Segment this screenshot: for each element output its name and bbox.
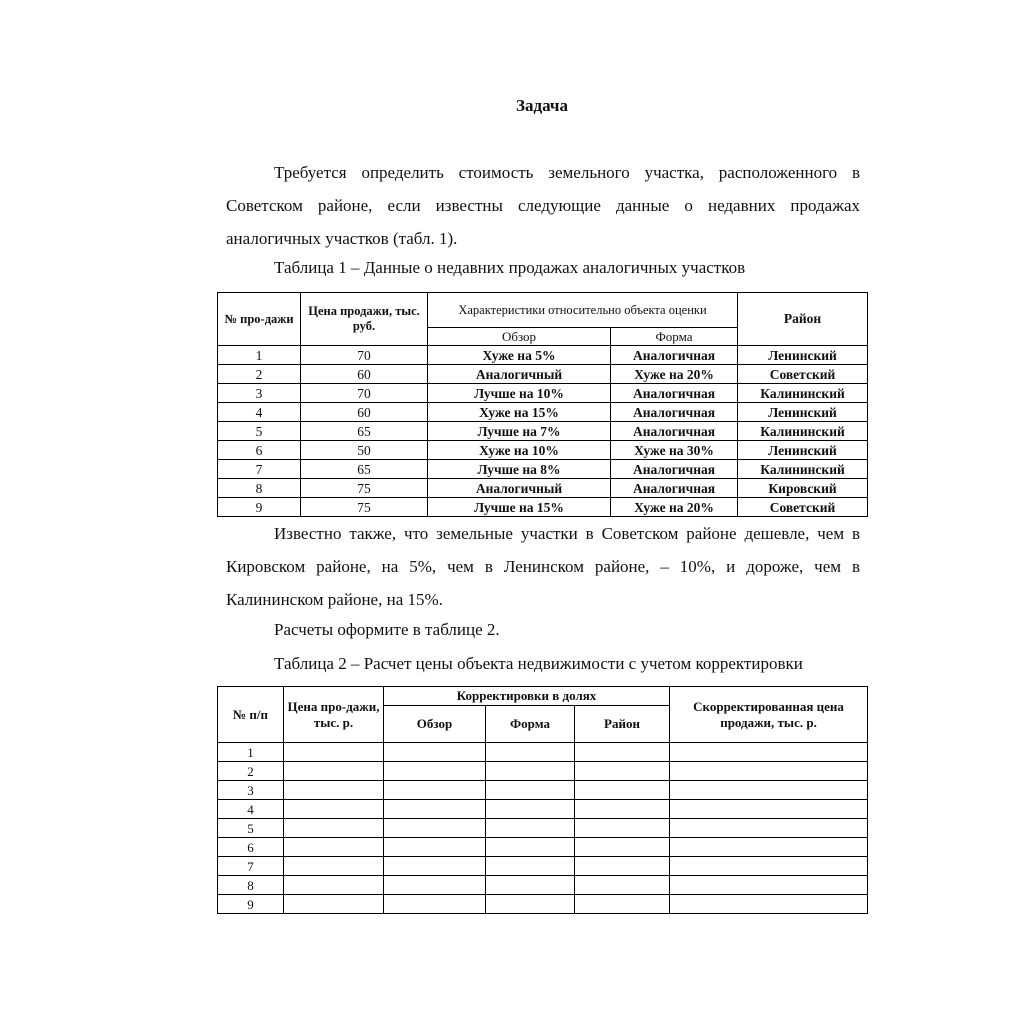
cell-empty (486, 781, 575, 800)
table-row (218, 422, 868, 441)
cell-price: 65 (301, 460, 428, 479)
cell-district: Ленинский (738, 346, 868, 365)
cell-view: Лучше на 10% (428, 384, 611, 403)
cell-empty (284, 876, 384, 895)
cell-empty (575, 800, 670, 819)
cell-empty (384, 743, 486, 762)
cell-empty (284, 838, 384, 857)
cell-empty (670, 895, 868, 914)
cell-num: 9 (218, 498, 301, 517)
cell-view: Лучше на 8% (428, 460, 611, 479)
cell-empty (384, 895, 486, 914)
cell-num: 8 (218, 876, 284, 895)
cell-form: Хуже на 20% (611, 498, 738, 517)
cell-num: 8 (218, 479, 301, 498)
cell-empty (575, 876, 670, 895)
table1-header-form: Форма (611, 328, 738, 346)
cell-empty (486, 838, 575, 857)
cell-empty (384, 800, 486, 819)
cell-price: 60 (301, 365, 428, 384)
table2-header-corrections: Корректировки в долях (384, 687, 670, 706)
table2-header-district: Район (575, 706, 670, 743)
table2-header-num: № п/п (218, 687, 284, 743)
cell-empty (486, 876, 575, 895)
cell-num: 6 (218, 838, 284, 857)
info-paragraph: Известно также, что земельные участки в Советском районе дешевле, чем в Кировском районе, на 5%, чем в Ленинском районе, – 10%, и дороже, чем в Калининском районе, на 15%. (226, 524, 860, 609)
table-row (218, 384, 868, 403)
cell-empty (670, 857, 868, 876)
cell-num: 3 (218, 384, 301, 403)
table1-header-price: Цена продажи, тыс. руб. (301, 293, 428, 346)
cell-num: 1 (218, 743, 284, 762)
cell-empty (384, 876, 486, 895)
cell-district: Ленинский (738, 403, 868, 422)
cell-empty (486, 762, 575, 781)
cell-price: 75 (301, 479, 428, 498)
table1-header-district: Район (738, 293, 868, 346)
table2-header-adjusted: Скорректированная цена продажи, тыс. р. (670, 687, 868, 743)
cell-empty (384, 857, 486, 876)
cell-price: 65 (301, 422, 428, 441)
cell-empty (384, 819, 486, 838)
cell-empty (486, 819, 575, 838)
cell-district: Ленинский (738, 441, 868, 460)
cell-price: 60 (301, 403, 428, 422)
cell-empty (575, 838, 670, 857)
table-row (218, 819, 868, 838)
cell-empty (670, 876, 868, 895)
table-row (218, 479, 868, 498)
table1-header-view: Обзор (428, 328, 611, 346)
cell-num: 6 (218, 441, 301, 460)
cell-price: 70 (301, 346, 428, 365)
cell-empty (486, 800, 575, 819)
table2-header-view: Обзор (384, 706, 486, 743)
task-paragraph: Требуется определить стоимость земельного участка, расположенного в Советском районе, если известны следующие данные о недавних продажах аналогичных участков (табл. 1). (226, 163, 860, 248)
cell-empty (284, 819, 384, 838)
cell-form: Аналогичная (611, 403, 738, 422)
cell-empty (670, 762, 868, 781)
calculation-table (217, 686, 868, 914)
cell-empty (284, 800, 384, 819)
cell-district: Калининский (738, 384, 868, 403)
cell-view: Лучше на 15% (428, 498, 611, 517)
cell-view: Аналогичный (428, 365, 611, 384)
cell-num: 3 (218, 781, 284, 800)
table2-header-form: Форма (486, 706, 575, 743)
cell-empty (670, 800, 868, 819)
table-row (218, 838, 868, 857)
table-row (218, 762, 868, 781)
cell-empty (486, 857, 575, 876)
page-title: Задача (516, 96, 568, 115)
cell-view: Хуже на 15% (428, 403, 611, 422)
cell-form: Хуже на 20% (611, 365, 738, 384)
table2-header-price: Цена про-дажи, тыс. р. (284, 687, 384, 743)
cell-num: 2 (218, 365, 301, 384)
cell-empty (670, 781, 868, 800)
table2-caption: Таблица 2 – Расчет цены объекта недвижимости с учетом корректировки (274, 654, 803, 673)
table1-header-num: № про-дажи (218, 293, 301, 346)
table-row (218, 346, 868, 365)
cell-empty (670, 743, 868, 762)
cell-price: 75 (301, 498, 428, 517)
cell-num: 1 (218, 346, 301, 365)
table-row (218, 365, 868, 384)
cell-view: Аналогичный (428, 479, 611, 498)
cell-district: Советский (738, 365, 868, 384)
cell-form: Аналогичная (611, 460, 738, 479)
cell-district: Советский (738, 498, 868, 517)
cell-price: 50 (301, 441, 428, 460)
table-row (218, 895, 868, 914)
cell-form: Аналогичная (611, 479, 738, 498)
cell-num: 4 (218, 403, 301, 422)
cell-num: 5 (218, 819, 284, 838)
cell-empty (575, 743, 670, 762)
table-row (218, 403, 868, 422)
cell-empty (284, 895, 384, 914)
cell-empty (575, 819, 670, 838)
cell-view: Лучше на 7% (428, 422, 611, 441)
cell-empty (486, 895, 575, 914)
cell-empty (670, 838, 868, 857)
cell-num: 5 (218, 422, 301, 441)
cell-empty (486, 743, 575, 762)
cell-empty (284, 857, 384, 876)
table-row (218, 800, 868, 819)
cell-empty (384, 781, 486, 800)
table-row (218, 498, 868, 517)
cell-view: Хуже на 10% (428, 441, 611, 460)
cell-num: 9 (218, 895, 284, 914)
table-row (218, 441, 868, 460)
cell-form: Хуже на 30% (611, 441, 738, 460)
cell-num: 7 (218, 857, 284, 876)
cell-form: Аналогичная (611, 346, 738, 365)
cell-empty (284, 762, 384, 781)
sales-table (217, 292, 868, 517)
cell-empty (575, 857, 670, 876)
cell-num: 7 (218, 460, 301, 479)
table-row (218, 781, 868, 800)
cell-empty (384, 762, 486, 781)
cell-district: Калининский (738, 422, 868, 441)
cell-num: 4 (218, 800, 284, 819)
cell-num: 2 (218, 762, 284, 781)
table1-caption: Таблица 1 – Данные о недавних продажах аналогичных участков (274, 258, 746, 277)
table-row (218, 857, 868, 876)
table1-header-characteristics: Характеристики относительно объекта оценки (428, 293, 738, 328)
cell-empty (670, 819, 868, 838)
table-row (218, 743, 868, 762)
cell-empty (284, 743, 384, 762)
table-row (218, 876, 868, 895)
cell-district: Калининский (738, 460, 868, 479)
cell-district: Кировский (738, 479, 868, 498)
cell-empty (284, 781, 384, 800)
cell-view: Хуже на 5% (428, 346, 611, 365)
cell-empty (575, 781, 670, 800)
cell-form: Аналогичная (611, 422, 738, 441)
cell-empty (384, 838, 486, 857)
cell-form: Аналогичная (611, 384, 738, 403)
cell-price: 70 (301, 384, 428, 403)
cell-empty (575, 762, 670, 781)
instruction-paragraph: Расчеты оформите в таблице 2. (274, 620, 500, 639)
cell-empty (575, 895, 670, 914)
table-row (218, 460, 868, 479)
